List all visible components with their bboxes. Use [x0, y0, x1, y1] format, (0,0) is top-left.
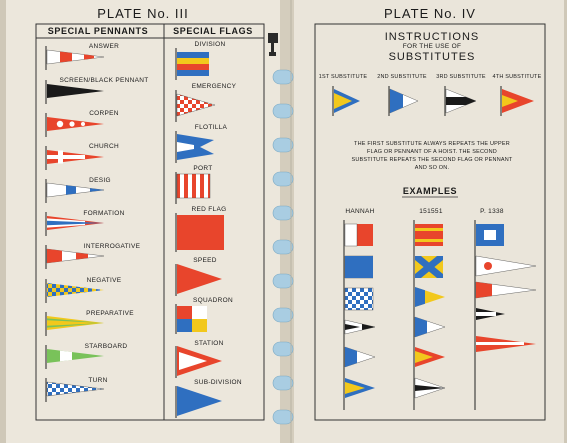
substitute-label-1: 1ST SUBSTITUTE [318, 74, 368, 80]
pennant-label-desig: DESIG [89, 177, 111, 184]
instructions-heading: INSTRUCTIONS [384, 31, 480, 43]
flag-label-squadron: SQUADRON [193, 297, 233, 304]
substitute-label-2: 2ND SUBSTITUTE [377, 74, 427, 80]
pennant-label-preparative: PREPARATIVE [86, 310, 134, 317]
example-label-p1338: P. 1338 [480, 208, 504, 215]
pennant-label-answer: ANSWER [88, 43, 120, 50]
substitute-label-3: 3RD SUBSTITUTE [436, 74, 486, 80]
substitutes-heading: SUBSTITUTES [388, 51, 476, 63]
flag-division [176, 48, 209, 80]
flag-squadron [176, 304, 207, 334]
flag-label-emergency: EMERGENCY [191, 83, 237, 90]
right-plate-title: PLATE No. IV [384, 6, 476, 21]
pennant-label-corpen: CORPEN [89, 110, 119, 117]
examples-heading: EXAMPLES [402, 186, 458, 196]
flag-label-flotilla: FLOTILLA [194, 124, 228, 131]
example-label-hannah: HANNAH [345, 208, 375, 215]
pennant-label-screen: SCREEN/BLACK PENNANT [59, 77, 149, 84]
special-flags-heading: SPECIAL FLAGS [173, 26, 253, 36]
flag-label-sub-division: SUB-DIVISION [194, 379, 242, 386]
pennant-label-negative: NEGATIVE [86, 277, 122, 284]
flag-label-station: STATION [194, 340, 224, 347]
instruction-line-4: AND SO ON. [414, 165, 450, 171]
pennant-label-interrogative: INTERROGATIVE [83, 243, 141, 250]
flag-red-flag [176, 213, 224, 252]
instruction-line-1: THE FIRST SUBSTITUTE ALWAYS REPEATS THE UPPER [354, 141, 510, 147]
flag-label-red-flag: RED FLAG [191, 206, 227, 213]
flag-label-division: DIVISION [194, 41, 226, 48]
pennant-label-starboard: STARBOARD [84, 343, 128, 350]
flag-label-port: PORT [193, 165, 213, 172]
example-label-151551: 151551 [419, 208, 443, 215]
substitute-label-4: 4TH SUBSTITUTE [492, 74, 542, 80]
instruction-line-2: FLAG OR PENNANT OF A HOIST. THE SECOND [367, 149, 497, 155]
flag-label-speed: SPEED [193, 257, 217, 264]
pennant-label-formation: FORMATION [83, 210, 125, 217]
special-pennants-heading: SPECIAL PENNANTS [47, 26, 149, 36]
pennant-label-church: CHURCH [89, 143, 119, 150]
instructions-subheading: FOR THE USE OF [402, 43, 462, 50]
right-page [289, 0, 564, 443]
left-plate-title: PLATE No. III [97, 6, 189, 21]
instruction-line-3: SUBSTITUTE REPEATS THE SECOND FLAG OR PENNANT [351, 157, 513, 163]
pennant-label-turn: TURN [88, 377, 108, 384]
